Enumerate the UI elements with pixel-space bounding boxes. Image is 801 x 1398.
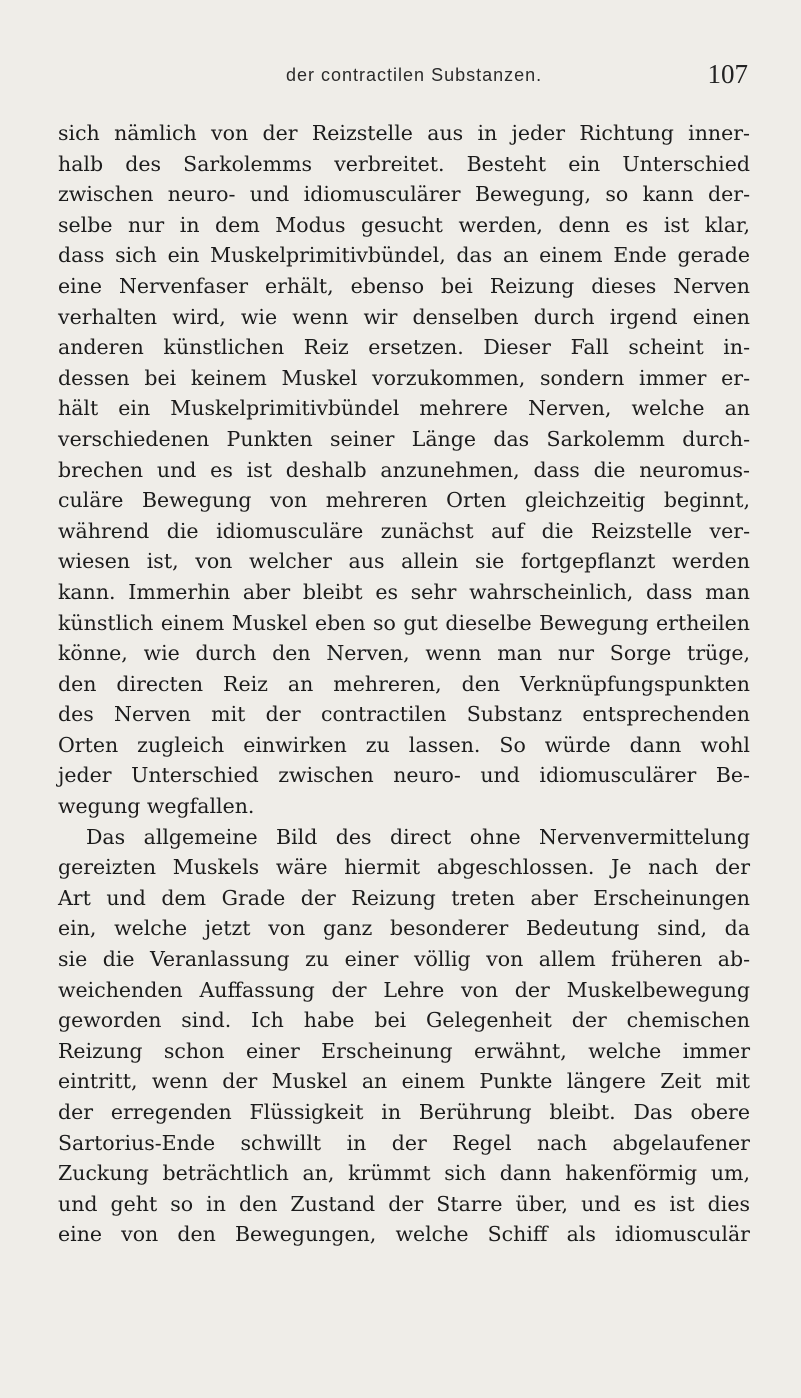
text-line: während die idiomusculäre zunächst auf die Reizstelle ver- (58, 518, 750, 543)
text-line: Orten zugleich einwirken zu lassen. So würde dann wohl (58, 732, 750, 757)
text-line: jeder Unterschied zwischen neuro- und idiomusculärer Be- (58, 763, 750, 788)
text-line: zwischen neuro- und idiomusculärer Bewegung, so kann der- (58, 182, 750, 207)
text-line: kann. Immerhin aber bleibt es sehr wahrscheinlich, dass man (58, 579, 750, 604)
page-number: 107 (707, 59, 748, 89)
text-line: anderen künstlichen Reiz ersetzen. Dieser Fall scheint in- (58, 335, 750, 360)
running-header (58, 57, 750, 87)
text-line: den directen Reiz an mehreren, den Verknüpfungspunkten (58, 671, 750, 696)
body-text (58, 118, 750, 1250)
text-line: dessen bei keinem Muskel vorzukommen, sondern immer er- (58, 365, 750, 390)
text-line: eintritt, wenn der Muskel an einem Punkte längere Zeit mit (58, 1069, 750, 1094)
text-line: Reizung schon einer Erscheinung erwähnt, welche immer (58, 1038, 750, 1063)
text-line: eine von den Bewegungen, welche Schiff als idiomusculär (58, 1222, 750, 1247)
text-line: halb des Sarkolemms verbreitet. Besteht ein Unterschied (58, 151, 750, 176)
text-line: selbe nur in dem Modus gesucht werden, denn es ist klar, (58, 212, 750, 237)
text-line: der erregenden Flüssigkeit in Berührung bleibt. Das obere (58, 1100, 750, 1124)
text-line: sich nämlich von der Reizstelle aus in jeder Richtung inner- (58, 121, 750, 145)
text-line-paragraph-start: Das allgemeine Bild des direct ohne Nervenvermittelung (86, 824, 750, 849)
text-line: verschiedenen Punkten seiner Länge das Sarkolemm durch- (58, 426, 750, 451)
text-line: Zuckung beträchtlich an, krümmt sich dann hakenförmig um, (58, 1161, 750, 1186)
text-line: brechen und es ist deshalb anzunehmen, dass die neuromus- (58, 457, 750, 482)
text-line: geworden sind. Ich habe bei Gelegenheit der chemischen (58, 1008, 750, 1033)
text-line: weichenden Auffassung der Lehre von der Muskelbewegung (58, 977, 750, 1002)
text-line-paragraph-end: wegung wegfallen. (58, 794, 255, 819)
text-line: und geht so in den Zustand der Starre über, und es ist dies (58, 1191, 750, 1216)
text-line: hält ein Muskelprimitivbündel mehrere Nerven, welche an (58, 396, 750, 421)
text-line: ein, welche jetzt von ganz besonderer Bedeutung sind, da (58, 916, 750, 941)
text-line: eine Nervenfaser erhält, ebenso bei Reizung dieses Nerven (58, 273, 750, 298)
running-title: der contractilen Substanzen. (286, 65, 543, 85)
text-line: verhalten wird, wie wenn wir denselben durch irgend einen (58, 304, 750, 329)
text-line: des Nerven mit der contractilen Substanz entsprechenden (58, 702, 750, 727)
text-line: Sartorius-Ende schwillt in der Regel nach abgelaufener (58, 1130, 750, 1155)
text-line: sie die Veranlassung zu einer völlig von allem früheren ab- (58, 947, 750, 972)
text-line: gereizten Muskels wäre hiermit abgeschlossen. Je nach der (58, 855, 750, 880)
text-line: künstlich einem Muskel eben so gut dieselbe Bewegung ertheilen (58, 610, 750, 635)
text-line: culäre Bewegung von mehreren Orten gleichzeitig beginnt, (58, 488, 750, 513)
text-line: Art und dem Grade der Reizung treten aber Erscheinungen (58, 885, 750, 910)
text-line: könne, wie durch den Nerven, wenn man nur Sorge trüge, (58, 641, 750, 666)
text-line: wiesen ist, von welcher aus allein sie fortgepflanzt werden (58, 549, 750, 574)
text-line: dass sich ein Muskelprimitivbündel, das an einem Ende gerade (58, 243, 750, 268)
